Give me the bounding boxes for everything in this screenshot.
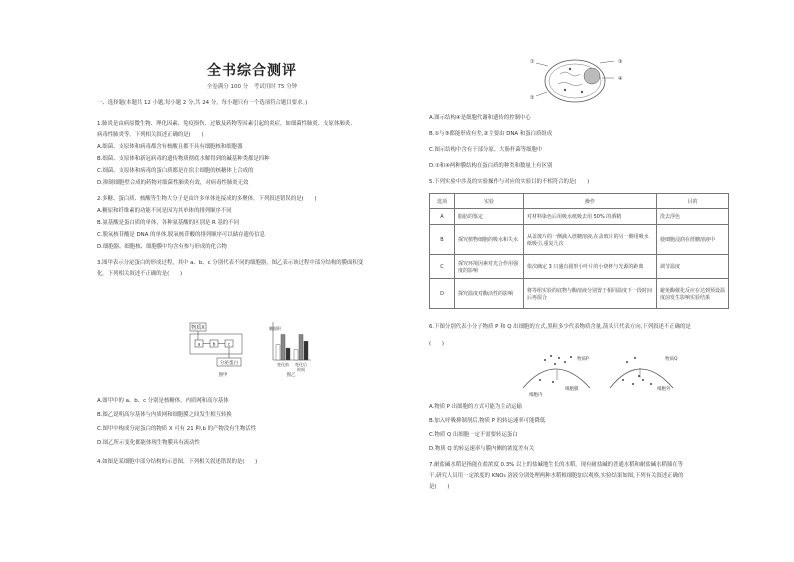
q7-line-1: 7.耐盐碱水稻是指能在盐浓度 0.3% 以上的盐碱地生长的水稻。现有耐盐碱的普通水稻和耐盐碱水稻插在等 xyxy=(429,462,684,468)
table-header: 操作 xyxy=(524,194,657,209)
label-cell-inside: 细胞内 xyxy=(529,393,543,398)
secretory-protein-label: 分泌蛋白 xyxy=(219,361,239,366)
q2-option-d: D.细胞器、细胞核、细胞膜中均含有参与形成的化合物 xyxy=(97,244,227,250)
q2-option-a: A.糖原和纤维素的功能不同是因为其单体的排列顺序不同 xyxy=(97,208,232,214)
table-row xyxy=(430,279,729,309)
q6-stem: 6.下图分别代表小分子物质 P 和 Q 出细胞的方式,黑粒多少代表物质含量,箭头只代表方向,下列叙述不正确的是 xyxy=(429,324,691,330)
q4-stem: 4.如图是某细胞中部分结构的示意图，下列相关叙述错误的是( ) xyxy=(97,459,258,465)
y-axis-label: 膜面积 xyxy=(269,326,281,331)
q6-option-c: C.物质 Q 出细胞一定不需要转运蛋白 xyxy=(429,432,518,438)
q6-option-b: B.加入呼吸抑制剂后,物质 P 的转运速率可能降低 xyxy=(429,418,546,424)
q7-line-2: 干,研究人员用一定浓度的 KNO₃ 溶液分别处理两种水稻根细胞加以观察,实验结果如图,下列有关叙述正确的 xyxy=(429,473,684,479)
table-row xyxy=(430,255,729,279)
q1-option-a: A.细菌、支原体和病毒都含有核酸且都不具有细胞核和细胞器 xyxy=(97,144,243,150)
q4-option-b: B.①与③都能形成有差,②主要由 DNA 和蛋白质组成 xyxy=(429,131,553,137)
figure-yi xyxy=(269,322,311,378)
table-cell: D xyxy=(430,279,455,309)
organelle-c-label: c xyxy=(227,342,231,348)
caption-yi: 图乙 xyxy=(286,373,296,378)
q6-option-d: D.物质 Q 的转运速率与膜内侧的浓度差有关 xyxy=(429,446,535,452)
table-cell: 从盖玻片的一侧滴入蔗糖溶液,在盖玻片的另一侧用吸水纸吸引,重复几次 xyxy=(524,225,657,255)
x-label-after: 变化后 xyxy=(295,362,307,367)
bar-before-1 xyxy=(281,335,285,361)
table-cell: 避免酶催化反应在达到预设温度前发生影响实验结果 xyxy=(657,279,729,309)
q4-option-c: C.图示结构中含有于部分原、大肠杆菌等细胞中 xyxy=(429,147,543,153)
table-cell: 依次确定 3 只盛有圆形小叶片的小烧杯与光源的距离 xyxy=(524,255,657,279)
table-cell: 探究环境因素对光合作用强度的影响 xyxy=(455,255,524,279)
bar-before-0 xyxy=(276,345,280,360)
q3-stem-2: 化。下列相关叙述不正确的是( ) xyxy=(97,271,183,277)
label-n1: ① xyxy=(530,59,535,65)
section-heading: 一、选择题(本题共 12 小题,每小题 2 分,共 24 分。每小题只有一个选项符合题目要求。) xyxy=(97,100,308,106)
label-n2: ② xyxy=(530,95,535,101)
table-cell: 调节温度 xyxy=(657,255,729,279)
bar-after-2 xyxy=(304,341,308,360)
q6-stem-2: ( ) xyxy=(429,341,444,347)
table-cell: A xyxy=(430,209,455,225)
bar-after-0 xyxy=(294,350,298,360)
caption-jia: 图甲 xyxy=(218,373,228,378)
q5-stem: 5.下列实验中涉及的实验操作与对应的实验目的不相符合的是( ) xyxy=(429,179,590,185)
page-subtitle: 全卷满分 100 分 考试用时 75 分钟 xyxy=(206,84,298,90)
q1-option-c: C.细菌、支原体和病毒的蛋白质都是在宿主细胞的核糖体上合成的 xyxy=(97,168,254,174)
table-cell: 探究植物细胞的吸水和失水 xyxy=(455,225,524,255)
table-row xyxy=(430,209,729,225)
q4-figure xyxy=(530,54,645,109)
table-cell: 探究温度对酶活性的影响 xyxy=(455,279,524,309)
table-cell: 脂肪的鉴定 xyxy=(455,209,524,225)
x-label-before: 变化前 xyxy=(277,362,289,367)
label-cell-outside: 细胞外 xyxy=(657,387,671,392)
q1-stem: 1.肺炎是由病原微生物、理化因素、免疫损伤、过敏及药物等因素引起的炎症，如细菌性肺炎、支原体肺炎、 xyxy=(97,121,356,127)
q6-option-a: A.物质 P 出细胞的方式可能为主动运输 xyxy=(429,404,522,410)
x-label-time: 时间 xyxy=(297,367,305,372)
q6-figure xyxy=(515,350,695,398)
table-cell: 对材料染色后用吸水纸吸去用 50% 的酒精 xyxy=(524,209,657,225)
label-substance-p: 物质P xyxy=(577,357,589,362)
q3-option-c: C.图甲中构成分泌蛋白的物质 X 可有 21 种,b 的产物没有生物活性 xyxy=(97,426,257,432)
organelle-a-label: a xyxy=(197,342,201,348)
q1-stem-2: 病毒性肺炎等。下列相关叙述正确的是( ) xyxy=(97,132,204,138)
table-cell: C xyxy=(430,255,455,279)
q2-option-c: C.脱氧核苷酸是 DNA 的单体,脱氧核苷酸的排列顺序可以储存遗传信息 xyxy=(97,232,266,238)
q3-option-b: B.图乙说明高尔基体与内质网和细胞膜之间发生相互转换 xyxy=(97,412,232,418)
q2-stem: 2.多糖、蛋白质、核酸等生物大分子是由许多单体连接成的多聚体。下列叙述错误的是( ) xyxy=(97,196,317,202)
q1-option-d: D.抑制细胞壁合成的药物对细菌性肺炎有效，对病毒性肺炎无效 xyxy=(97,180,249,186)
figure-jia xyxy=(190,323,242,378)
q3-stem: 3.图甲表示分泌蛋白的形成过程，其中 a、b、c 分别代表不同的细胞器，图乙表示该过程中部分结构的膜面积变 xyxy=(97,260,364,266)
q3-figure xyxy=(187,318,337,380)
organelle-b-label: b xyxy=(212,342,216,348)
label-n3: ③ xyxy=(618,59,623,65)
q5-table xyxy=(429,193,729,309)
table-cell: 将等组实验的底物与酶溶液分别置于相同温度下一段时间后再混合 xyxy=(524,279,657,309)
table-cell: B xyxy=(430,225,455,255)
q1-option-b: B.细菌、支原体和新冠病毒的遗传物质彻底水解得到的碱基种类都是四种 xyxy=(97,156,270,162)
table-header: 实验 xyxy=(455,194,524,209)
label-cell-membrane: 细胞膜 xyxy=(565,387,579,392)
table-row xyxy=(430,225,729,255)
table-header: 目的 xyxy=(657,194,729,209)
table-cell: 洗去浮色 xyxy=(657,209,729,225)
q2-option-b: B.氨基酸是蛋白质的单体，各种氨基酸的区别是 R 基的不同 xyxy=(97,220,239,226)
bar-after-1 xyxy=(299,335,303,361)
q3-option-d: D.图乙所示变化都能体现生物膜具有流动性 xyxy=(97,440,200,446)
box-x-label: 物质X xyxy=(191,325,205,331)
q7-line-3: 是( ) xyxy=(429,484,450,490)
q4-option-d: D.①和④两种膜结构在蛋白质的种类和数量上有区别 xyxy=(429,163,553,169)
label-n4: ④ xyxy=(618,76,623,82)
bar-before-2 xyxy=(286,348,290,360)
label-substance-q: 物质Q xyxy=(665,357,678,362)
q3-option-a: A.图甲中的 a、b、c 分别是核糖体、内质网和高尔基体 xyxy=(97,398,229,404)
q4-option-a: A.图示结构④是细胞代谢和遗传的控制中心 xyxy=(429,115,531,121)
table-cell: 使细胞浸润在蔗糖溶液中 xyxy=(657,225,729,255)
page-title: 全书综合测评 xyxy=(207,63,297,79)
table-header-row xyxy=(430,194,729,209)
table-header: 选项 xyxy=(430,194,455,209)
